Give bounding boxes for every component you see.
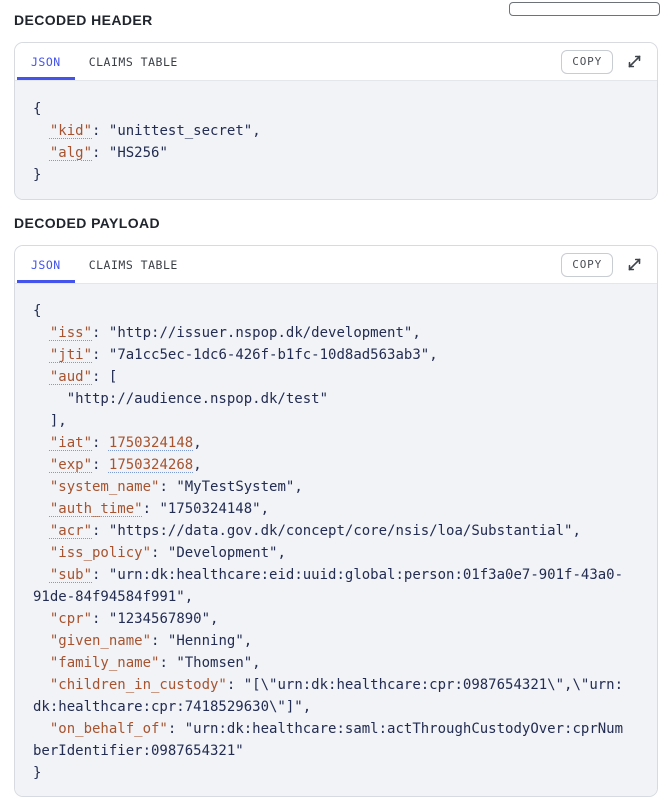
json-token: "http://issuer.nspop.dk/development" <box>108 325 413 341</box>
tab-claims-table[interactable]: CLAIMS TABLE <box>88 54 178 69</box>
json-token: , <box>193 457 202 473</box>
json-token <box>33 391 67 407</box>
json-token: : <box>92 435 101 451</box>
json-token: } <box>33 765 42 781</box>
json-token: "on_behalf_of" <box>49 721 168 737</box>
json-token: : <box>92 145 101 161</box>
json-token: "urn:dk:healthcare:eid:uuid:global:person:01f3a0e7-901f-43a0-91de-84f94584f991" <box>33 567 624 605</box>
tab-claims-table[interactable]: CLAIMS TABLE <box>88 257 178 272</box>
json-token: , <box>193 435 202 451</box>
json-token <box>33 325 50 341</box>
json-token <box>159 545 167 561</box>
cutoff-top-control[interactable] <box>509 2 660 16</box>
tab-json[interactable]: JSON <box>17 43 75 80</box>
json-token: , <box>210 611 219 627</box>
json-token: : <box>167 721 177 737</box>
copy-button[interactable]: COPY <box>561 253 613 277</box>
json-token: "iss_policy" <box>49 545 152 561</box>
json-token: , <box>294 479 303 495</box>
json-token: : <box>159 479 168 495</box>
json-token: { <box>33 303 42 319</box>
json-token: , <box>302 699 312 715</box>
json-token <box>33 545 50 561</box>
json-token <box>100 347 108 363</box>
json-token <box>159 633 167 649</box>
json-token <box>100 523 108 539</box>
json-token <box>33 523 50 539</box>
json-token: "unittest_secret" <box>108 123 253 139</box>
json-token: { <box>33 101 42 117</box>
json-token <box>100 145 108 161</box>
expand-icon[interactable] <box>623 254 645 276</box>
json-token: : <box>92 523 101 539</box>
claim-token[interactable]: "auth_time" <box>49 501 143 517</box>
json-token <box>100 435 108 451</box>
claim-token[interactable]: 1750324148 <box>108 435 194 451</box>
json-token: , <box>252 123 261 139</box>
claim-token[interactable]: "exp" <box>49 457 93 473</box>
json-token: , <box>277 545 286 561</box>
claim-token[interactable]: "alg" <box>49 145 93 161</box>
json-token: , <box>429 347 438 363</box>
claim-token[interactable]: "iat" <box>49 435 93 451</box>
json-token: "system_name" <box>49 479 160 495</box>
json-token: , <box>184 589 194 605</box>
claim-token[interactable]: "jti" <box>49 347 93 363</box>
claim-token[interactable]: "sub" <box>49 567 93 583</box>
tab-spacer <box>192 43 562 80</box>
json-token: "[\"urn:dk:healthcare:cpr:0987654321\",\"urn:dk:healthcare:cpr:7418529630\"]" <box>33 677 624 715</box>
json-token <box>33 413 50 429</box>
json-token <box>235 677 243 693</box>
payload-tab-bar <box>15 246 657 284</box>
decoded-header-title: DECODED HEADER <box>14 12 153 28</box>
json-token: "Henning" <box>167 633 244 649</box>
json-token: : <box>92 347 101 363</box>
json-token <box>100 457 108 473</box>
claim-token[interactable]: 1750324268 <box>108 457 194 473</box>
json-token: "Development" <box>167 545 278 561</box>
json-token: : <box>92 567 101 583</box>
json-token: , <box>412 325 421 341</box>
json-token: : <box>92 123 101 139</box>
json-token: "7a1cc5ec-1dc6-426f-b1fc-10d8ad563ab3" <box>108 347 430 363</box>
json-token: "MyTestSystem" <box>176 479 295 495</box>
json-token <box>33 655 50 671</box>
json-token: ], <box>49 413 67 429</box>
json-token: : <box>151 545 160 561</box>
json-token <box>100 567 108 583</box>
json-token <box>100 369 108 385</box>
json-token <box>33 479 50 495</box>
tab-json[interactable]: JSON <box>17 246 75 283</box>
json-token: "children_in_custody" <box>49 677 227 693</box>
json-token <box>100 325 108 341</box>
json-token <box>33 435 50 451</box>
json-token <box>33 347 50 363</box>
json-token <box>33 567 50 583</box>
json-token: : <box>151 633 160 649</box>
decoded-header-card <box>14 42 658 200</box>
claim-token[interactable]: "acr" <box>49 523 93 539</box>
json-token <box>33 369 50 385</box>
json-token: "HS256" <box>108 145 168 161</box>
json-token <box>176 721 184 737</box>
json-token <box>100 123 108 139</box>
json-token: "1234567890" <box>108 611 211 627</box>
header-json-code <box>15 81 657 199</box>
json-token: : <box>142 501 152 517</box>
json-token <box>33 457 50 473</box>
json-token <box>33 611 50 627</box>
json-token <box>33 677 50 693</box>
json-token: "1750324148" <box>159 501 261 517</box>
json-token: : <box>159 655 168 671</box>
json-token: , <box>260 501 270 517</box>
json-token: : <box>92 325 101 341</box>
json-token: : <box>226 677 236 693</box>
claim-token[interactable]: "iss" <box>49 325 93 341</box>
json-token: "cpr" <box>49 611 93 627</box>
tab-spacer <box>192 246 562 283</box>
json-token: , <box>572 523 581 539</box>
json-token: "given_name" <box>49 633 152 649</box>
json-token <box>100 611 108 627</box>
json-token <box>33 145 50 161</box>
json-token: "Thomsen" <box>176 655 253 671</box>
expand-icon[interactable] <box>623 51 645 73</box>
payload-json-code <box>15 284 657 796</box>
json-token: [ <box>108 369 118 385</box>
json-token <box>33 501 50 517</box>
json-token: } <box>33 167 42 183</box>
json-token: "http://audience.nspop.dk/test" <box>66 391 329 407</box>
json-token: : <box>92 369 101 385</box>
json-token: "family_name" <box>49 655 160 671</box>
json-token <box>33 123 50 139</box>
json-token <box>33 633 50 649</box>
json-token: : <box>92 457 101 473</box>
decoded-payload-title: DECODED PAYLOAD <box>14 215 161 231</box>
claim-token[interactable]: "aud" <box>49 369 93 385</box>
header-tab-bar <box>15 43 657 81</box>
json-token: , <box>243 633 253 649</box>
json-token: , <box>252 655 261 671</box>
json-token: "urn:dk:healthcare:saml:actThroughCustodyOver:cprNumberIdentifier:0987654321" <box>33 721 624 759</box>
copy-button[interactable]: COPY <box>561 50 613 74</box>
json-token: "https://data.gov.dk/concept/core/nsis/loa/Substantial" <box>108 523 573 539</box>
json-token: : <box>92 611 101 627</box>
claim-token[interactable]: "kid" <box>49 123 93 139</box>
json-token <box>33 721 50 737</box>
decoded-payload-card <box>14 245 658 797</box>
